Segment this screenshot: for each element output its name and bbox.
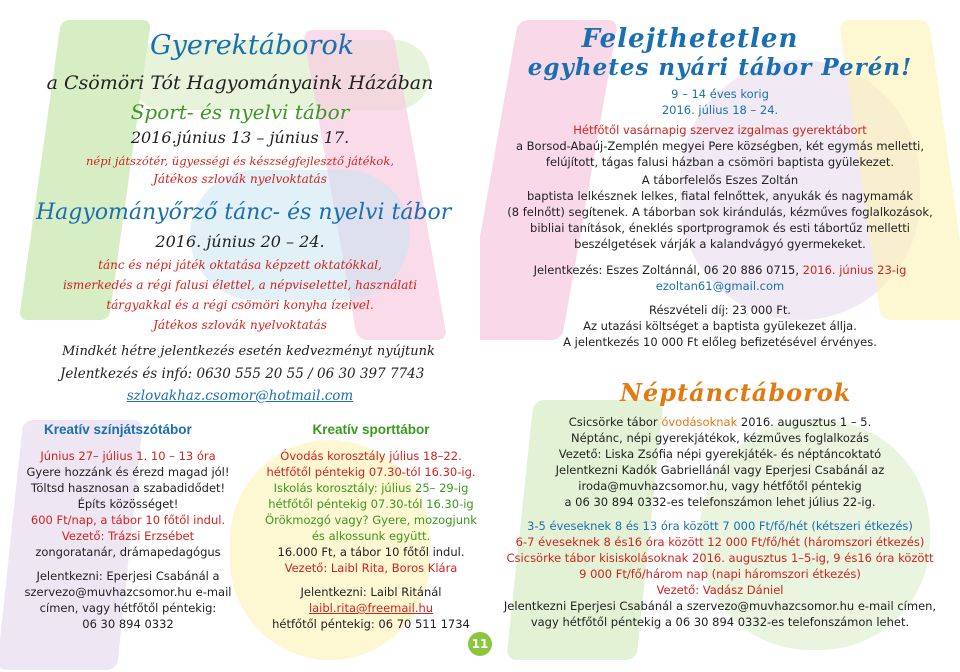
page-number-badge: 11: [468, 632, 492, 656]
camp1-name: Sport- és nyelvi tábor: [130, 100, 350, 124]
schedule-line-1: 3-5 éveseknek 8 és 13 óra között 7 000 Ft/fő/hét (kétszeri étkezés): [527, 519, 913, 533]
folk-line-1a: Csicsörke tábor: [568, 415, 662, 429]
folk-line-4: Jelentkezni Kadók Gabriellánál vagy Eperjesi Csabánál az: [555, 463, 885, 477]
contact-email-link[interactable]: szlovakhaz.csomor@hotmail.com: [126, 388, 354, 404]
para-line-7: bibliai tanítások, éneklés sportprogramok és esti tábortűz melletti: [530, 221, 910, 235]
drama-line-11: 06 30 894 0332: [82, 617, 174, 631]
sport-line-2: hétfőtől péntekig 07.30-tól 16.30-ig.: [266, 465, 476, 479]
camp-age: 9 – 14 éves korig: [671, 87, 769, 101]
folk-line-1: [480, 414, 960, 430]
right-title-line-1: Felejthetetlen: [581, 24, 799, 54]
schedule-line-5: Vezető: Vadász Dániel: [656, 583, 784, 597]
camp-dates: 2016. július 18 – 24.: [661, 103, 779, 117]
sport-line-5: Örökmozgó vagy? Gyere, mozogjunk: [265, 513, 477, 527]
folk-line-6: a 06 30 894 0332-es telefonszámon lehet július 22-ig.: [564, 495, 876, 509]
sport-line-6: és alkossunk együtt.: [311, 529, 431, 543]
registration-line: [480, 262, 960, 278]
camp1-desc: népi játszótér, ügyességi és készségfejlesztő játékok,: [86, 154, 394, 168]
schedule-line-2: 6-7 éveseknek 8 és16 óra között 12 000 Ft/fő/hét (háromszori étkezés): [515, 535, 925, 549]
camp2-lang: Játékos szlovák nyelvoktatás: [153, 318, 327, 332]
schedule-line-6: Jelentkezni Eperjesi Csabánál a szervezo@muvhazcsomor.hu e-mail címen,: [503, 599, 937, 613]
drama-line-6: Vezető: Trázsi Erzsébet: [61, 529, 195, 543]
drama-line-9: szervezo@muvhazcsomor.hu e-mail: [24, 585, 232, 599]
contact-info: Jelentkezés és infó: 0630 555 20 55 / 06 30 397 7743: [60, 366, 425, 382]
camp1-dates: 2016.június 13 – június 17.: [130, 128, 350, 147]
drama-camp-heading: Kreatív színjátszótábor: [44, 422, 192, 437]
camp2-desc3: tárgyakkal és a régi csömöri konyha ízeivel.: [106, 298, 374, 312]
registration-email-link[interactable]: ezoltan61@gmail.com: [655, 279, 785, 293]
sport-line-4: hétfőtől péntekig 07.30-tól 16.30-ig: [268, 497, 474, 511]
para-line-8: beszélgetések várják a kalandvágyó gyermekeket.: [574, 237, 866, 251]
left-subtitle: a Csömöri Tót Hagyományaink Házában: [46, 72, 434, 94]
folk-camp-title: Néptánctáborok: [620, 378, 852, 407]
camp2-dates: 2016. június 20 – 24.: [155, 232, 325, 251]
registration-text: Jelentkezés: Eszes Zoltánnál, 06 20 886 0715,: [533, 263, 803, 277]
para-line-4: A táborfelelős Eszes Zoltán: [641, 173, 799, 187]
camp2-name: Hagyományőrző tánc- és nyelvi tábor: [36, 200, 452, 225]
sport-line-11: hétfőtől péntekig: 06 70 511 1734: [272, 617, 470, 631]
para-line-2: a Borsod-Abaúj-Zemplén megyei Pere községben, két egymás melletti,: [515, 139, 925, 153]
para-line-3: felújított, tágas falusi házban a csömöri baptista gyülekezet.: [545, 155, 895, 169]
right-page: [480, 0, 960, 672]
fee-line-1: Részvételi díj: 23 000 Ft.: [649, 303, 791, 317]
folk-line-1c: 2016. augusztus 1 – 5.: [737, 415, 872, 429]
schedule-line-7: vagy hétfőtől péntekig a 06 30 894 0332-es telefonszámon lehet.: [530, 615, 910, 629]
schedule-line-4: 9 000 Ft/fő/három nap (napi háromszori étkezés): [579, 567, 861, 581]
sport-camp-heading: Kreatív sporttábor: [312, 422, 430, 437]
camp1-lang: Játékos szlovák nyelvoktatás: [153, 172, 327, 186]
drama-line-8: Jelentkezni: Eperjesi Csabánál a: [36, 569, 220, 583]
para-line-6: (8 felnőtt) segítenek. A táborban sok kirándulás, kézműves foglalkozások,: [507, 205, 933, 219]
right-title-line-2: egyhetes nyári tábor Perén!: [527, 54, 913, 81]
folk-line-5: iroda@muvhazcsomor.hu, vagy hétfőtől péntekig: [578, 479, 862, 493]
folk-line-2: Néptánc, népi gyerekjátékok, kézműves foglalkozás: [570, 431, 869, 445]
drama-line-7: zongoratanár, drámapedagógus: [35, 545, 221, 559]
drama-line-3: Töltsd hasznosan a szabadidődet!: [30, 481, 226, 495]
camp2-desc1: tánc és népi játék oktatása képzett oktatókkal,: [98, 258, 382, 272]
fee-line-2: Az utazási költséget a baptista gyülekezet állja.: [583, 319, 857, 333]
drama-line-5: 600 Ft/nap, a tábor 10 főtől indul.: [30, 513, 226, 527]
sport-line-7: 16.000 Ft, a tábor 10 főtől indul.: [277, 545, 465, 559]
schedule-line-3: Csicsörke tábor kisiskolásoknak 2016. augusztus 1–5-ig, 9 és16 óra között: [506, 551, 934, 565]
para-line-5: baptista lelkésznek lelkes, fiatal felnőttek, anyukák és nagymamák: [526, 189, 914, 203]
sport-line-8: Vezető: Laibl Rita, Boros Klára: [284, 561, 458, 575]
sport-line-9: Jelentkezni: Laibl Ritánál: [300, 585, 442, 599]
drama-line-2: Gyere hozzánk és érezd magad jól!: [26, 465, 230, 479]
sport-email-link[interactable]: laibl.rita@freemail.hu: [308, 601, 434, 615]
drama-line-4: Építs közösséget!: [77, 497, 179, 511]
camp2-desc2: ismerkedés a régi falusi élettel, a népviselettel, használati: [62, 278, 418, 292]
folk-line-3: Vezető: Liska Zsófia népi gyerekjáték- és néptáncoktató: [558, 447, 882, 461]
drama-line-1: Június 27– július 1. 10 – 13 óra: [40, 449, 216, 463]
folk-line-1b: óvodásoknak: [661, 415, 738, 429]
registration-deadline: 2016. június 23-ig: [802, 263, 907, 277]
sport-line-1: Óvodás korosztály július 18–22.: [280, 449, 462, 463]
fee-line-3: A jelentkezés 10 000 Ft előleg befizetésével érvényes.: [563, 335, 877, 349]
discount-note: Mindkét hétre jelentkezés esetén kedvezményt nyújtunk: [62, 344, 435, 359]
drama-line-10: címen, vagy hétfőtől péntekig:: [39, 601, 217, 615]
sport-line-3: Iskolás korosztály: július 25– 29-ig: [273, 481, 469, 495]
para-line-1: Hétfőtől vasárnapig szervez izgalmas gyerektábort: [573, 123, 867, 137]
left-title: Gyerektáborok: [150, 30, 355, 61]
